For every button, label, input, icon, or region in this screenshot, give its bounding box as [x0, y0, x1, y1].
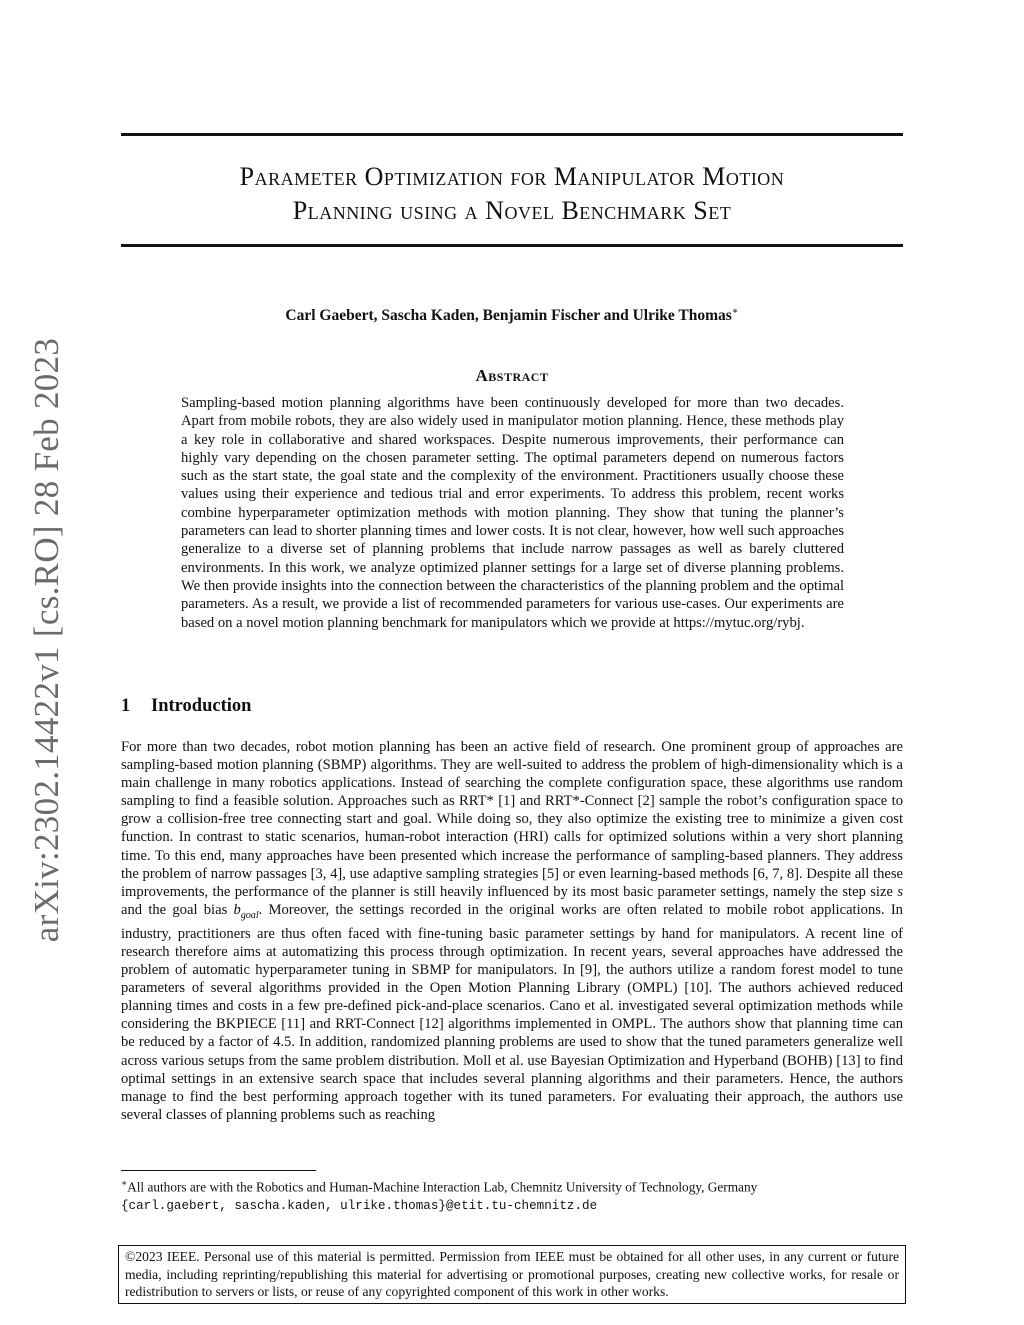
- title-top-rule: [121, 133, 903, 136]
- author-footnote: [121, 1174, 903, 1215]
- title-line-2: Planning using a Novel Benchmark Set: [292, 196, 732, 225]
- footnote-rule: [121, 1170, 316, 1171]
- copyright-notice: ©2023 IEEE. Personal use of this material is permitted. Permission from IEEE must be obtained for all other uses, in any current or future media, including reprinting/republishing this material for advertising or promotional purposes, creating new collective works, for resale or redistribution to servers or lists, or reuse of any copyrighted component of this work in other works.: [118, 1245, 906, 1304]
- math-goal-bias-subscript: goal: [240, 909, 259, 921]
- math-goal-bias: [233, 901, 259, 921]
- author-names: Carl Gaebert, Sascha Kaden, Benjamin Fischer and Ulrike Thomas: [285, 307, 732, 325]
- title-bottom-rule: [121, 244, 903, 247]
- section-title: Introduction: [151, 696, 252, 716]
- math-step-size: s: [897, 883, 903, 900]
- author-list: [0, 306, 1024, 325]
- arxiv-identifier[interactable]: arXiv:2302.14422v1 [cs.RO] 28 Feb 2023: [27, 337, 66, 943]
- author-emails[interactable]: {carl.gaebert, sascha.kaden, ulrike.thomas}@etit.tu-chemnitz.de: [121, 1199, 598, 1214]
- intro-text-end: . Moreover, the settings recorded in the original works are often related to mobile robot applications. In industry, practitioners are thus often faced with fine-tuning basic parameter settings by hand for manipulators. A recent line of research therefore aims at automatizing this process through optimization. In recent years, several approaches have addressed the problem of automatic hyperparameter tuning in SBMP for manipulators. In [9], the authors utilize a random forest model to tune parameters of several algorithms provided in the Open Motion Planning Library (OMPL) [10]. The authors achieved reduced planning times and costs in a few pre-defined pick-and-place scenarios. Cano et al. investigated several optimization methods while considering the BKPIECE [11] and RRT-Connect [12] algorithms implemented in OMPL. The authors show that planning time can be reduced by a factor of 4.5. In addition, randomized planning problems are used to show that the tuned parameters generalize well across various setups from the same problem distribution. Moll et al. use Bayesian Optimization and Hyperband (BOHB) [13] to find optimal settings in an extensive search space that includes several planning algorithms and their parameters. Hence, the authors manage to find the best performing approach together with its tuned parameters. For evaluating their approach, the authors use several classes of planning problems such as reaching: [121, 901, 903, 1123]
- paper-title: [121, 160, 903, 228]
- author-footnote-marker: ∗: [731, 306, 739, 317]
- section-number: 1: [121, 696, 131, 716]
- footnote-marker: ∗: [121, 1178, 128, 1188]
- abstract-heading: Abstract: [475, 366, 549, 385]
- introduction-paragraph: [121, 738, 903, 1124]
- intro-text-start: For more than two decades, robot motion planning has been an active field of research. One prominent group of approaches are sampling-based motion planning (SBMP) algorithms. They are well-suited to address the problem of high-dimensionality which is a main challenge in many robotics applications. Instead of searching the complete configuration space, these algorithms use random sampling to find a feasible solution. Approaches such as RRT* [1] and RRT*-Connect [2] sample the robot’s configuration space to grow a collision-free tree connecting start and goal. While doing so, they also optimize the existing tree to minimize a given cost function. In contrast to static scenarios, human-robot interaction (HRI) calls for optimized solutions within a very short planning time. To this end, many approaches have been presented which increase the performance of sampling-based planners. They address the problem of narrow passages [3, 4], use adaptive sampling strategies [5] or even learning-based methods [6, 7, 8]. Despite all these improvements, the performance of the planner is still heavily influenced by its most basic parameter settings, namely the step size: [121, 739, 903, 900]
- abstract-body: Sampling-based motion planning algorithms have been continuously developed for more than two decades. Apart from mobile robots, they are also widely used in manipulator motion planning. Hence, these methods play a key role in collaborative and shared workspaces. Despite numerous improvements, their performance can highly vary depending on the chosen parameter setting. The optimal parameters depend on numerous factors such as the start state, the goal state and the complexity of the environment. Practitioners usually choose these values using their experience and tedious trial and error experiments. To address this problem, recent works combine hyperparameter optimization methods with motion planning. They show that tuning the planner’s parameters can lead to shorter planning times and lower costs. It is not clear, however, how well such approaches generalize to a diverse set of planning problems that include narrow passages as well as barely cluttered environments. In this work, we analyze optimized planner settings for a large set of diverse planning problems. We then provide insights into the connection between the characteristics of the planning problem and the optimal parameters. As a result, we provide a list of recommended parameters for various use-cases. Our experiments are based on a novel motion planning benchmark for manipulators which we provide at https://mytuc.org/rybj.: [181, 395, 844, 631]
- section-heading-introduction: [121, 696, 251, 717]
- intro-text-mid: and the goal bias: [121, 901, 234, 918]
- math-goal-bias-symbol: b: [233, 901, 241, 918]
- title-line-1: Parameter Optimization for Manipulator Motion: [239, 162, 785, 191]
- footnote-affiliation: All authors are with the Robotics and Human-Machine Interaction Lab, Chemnitz University of Technology, Germany: [127, 1179, 758, 1195]
